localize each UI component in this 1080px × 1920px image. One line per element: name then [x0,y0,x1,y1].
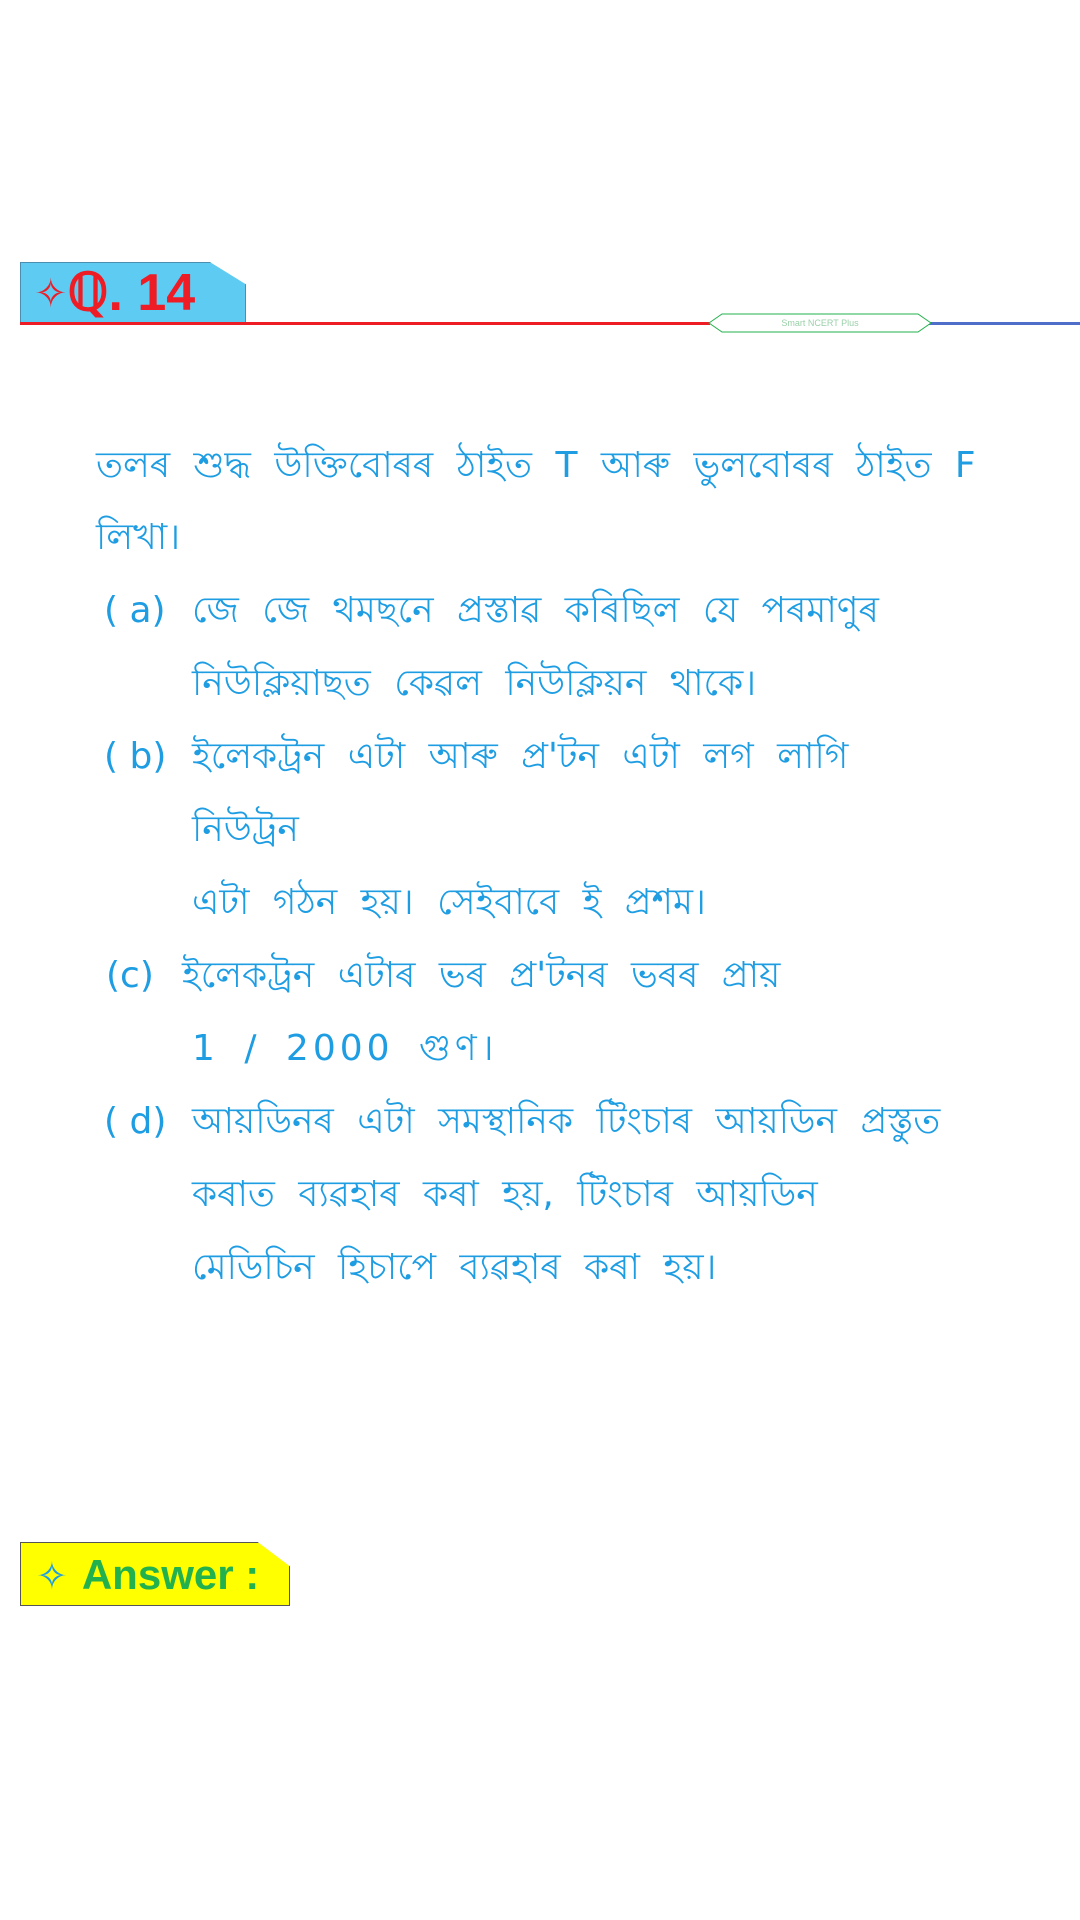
brand-text: Smart NCERT Plus [781,318,859,328]
question-body [96,430,976,1304]
question-item-d [96,1085,976,1304]
item-line: এটা গঠন হয়। সেইবাবে ই প্ৰশম। [192,882,706,923]
question-item-c [96,939,976,1085]
answer-text: Answer : [81,1551,260,1598]
item-line: আয়ডিনৰ এটা সমস্থানিক টিংচাৰ আয়ডিন প্ৰস্তুত [192,1101,941,1142]
item-line: কৰাত ব্যৱহাৰ কৰা হয়, টিংচাৰ আয়ডিন [192,1174,818,1215]
question-number-label [34,262,195,324]
item-line: জে জে থমছনে প্ৰস্তাৱ কৰিছিল যে পৰমাণুৰ [192,590,879,631]
header-rule-red [20,322,710,325]
question-item-a [96,574,976,720]
sparkle-icon: ✧ [34,272,68,316]
item-line: নিউক্লিয়াছত কেৱল নিউক্লিয়ন থাকে। [192,663,757,704]
item-line: ইলেকট্ৰন এটা আৰু প্ৰ'টন এটা লগ লাগি নিউট্ৰন [192,736,849,850]
answer-label [36,1542,259,1606]
item-line: ইলেকট্ৰন এটাৰ ভৰ প্ৰ'টনৰ ভৰৰ প্ৰায় [182,955,781,996]
question-item-b [96,720,976,939]
question-intro: তলৰ শুদ্ধ উক্তিবোৰৰ ঠাইত T আৰু ভুলবোৰৰ ঠাইত F লিখা। [96,445,976,558]
item-line: 1 / 2000 গুণ। [192,1028,498,1069]
item-marker: ( a) [104,590,166,631]
item-marker: ( b) [104,736,167,777]
item-marker: (c) [106,955,154,996]
question-number: ℚ. 14 [67,264,196,322]
sparkle-icon: ✧ [36,1556,68,1598]
header-rule-blue [920,322,1080,325]
item-line: মেডিচিন হিচাপে ব্যৱহাৰ কৰা হয়। [192,1247,717,1288]
item-marker: ( d) [104,1101,167,1142]
brand-badge [708,313,932,333]
